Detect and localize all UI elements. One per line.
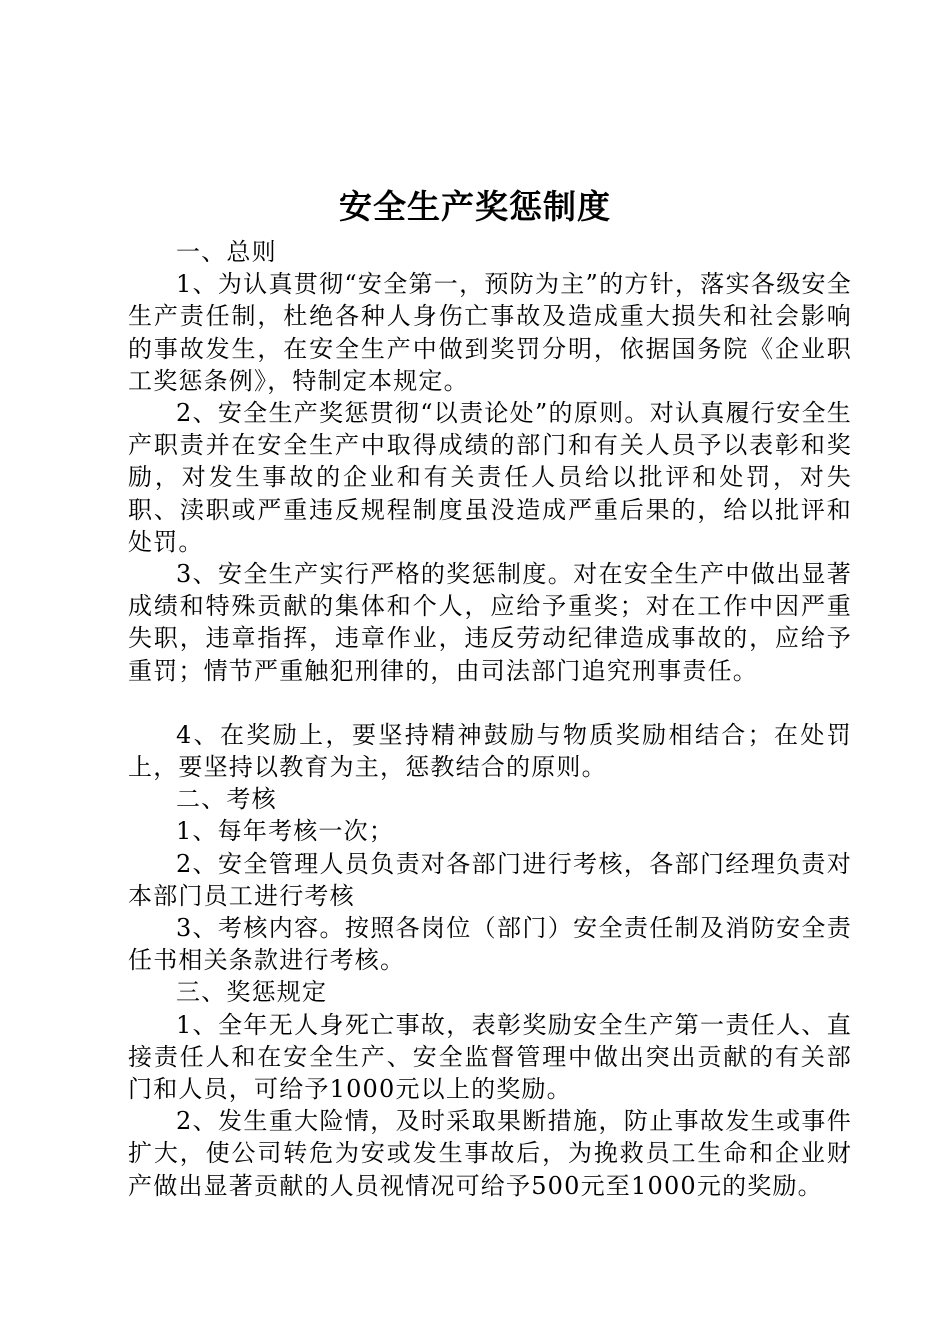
section-heading-rewards-penalties: 三、奖惩规定 [176,978,328,1007]
paragraph-rewards-2: 2、发生重大险情，及时采取果断措施，防止事故发生或事件扩大，使公司转危为安或发生事故后，为挽救员工生命和企业财产做出显著贡献的人员视情况可给予500元至1000元的奖励。 [128,1107,852,1200]
paragraph-general-4: 4、在奖励上，要坚持精神鼓励与物质奖励相结合；在处罚上，要坚持以教育为主，惩教结合的原则。 [128,720,852,782]
paragraph-general-1: 1、为认真贯彻“安全第一，预防为主”的方针，落实各级安全生产责任制，杜绝各种人身伤亡事故及造成重大损失和社会影响的事故发生，在安全生产中做到奖罚分明，依据国务院《企业职工奖惩条例》，特制定本规定。 [128,270,852,395]
paragraph-general-3: 3、安全生产实行严格的奖惩制度。对在安全生产中做出显著成绩和特殊贡献的集体和个人，应给予重奖；对在工作中因严重失职，违章指挥，违章作业，违反劳动纪律造成事故的，应给予重罚；情节严重触犯刑律的，由司法部门追究刑事责任。 [128,560,852,685]
paragraph-assessment-1: 1、每年考核一次； [176,817,395,846]
paragraph-assessment-3: 3、考核内容。按照各岗位（部门）安全责任制及消防安全责任书相关条款进行考核。 [128,914,852,975]
section-heading-general: 一、总则 [176,238,277,266]
paragraph-rewards-1: 1、全年无人身死亡事故，表彰奖励安全生产第一责任人、直接责任人和在安全生产、安全监督管理中做出突出贡献的有关部门和人员，可给予1000元以上的奖励。 [128,1010,852,1104]
document-body [128,236,852,1202]
paragraph-assessment-2: 2、安全管理人员负责对各部门进行考核，各部门经理负责对本部门员工进行考核 [128,849,852,910]
paragraph-general-2: 2、安全生产奖惩贯彻“以责论处”的原则。对认真履行安全生产职责并在安全生产中取得成绩的部门和有关人员予以表彰和奖励，对发生事故的企业和有关责任人员给以批评和处罚，对失职、渎职或严重违反规程制度虽没造成严重后果的，给以批评和处罚。 [128,399,852,556]
section-heading-assessment: 二、考核 [176,785,277,814]
document-title: 安全生产奖惩制度 [339,187,611,226]
